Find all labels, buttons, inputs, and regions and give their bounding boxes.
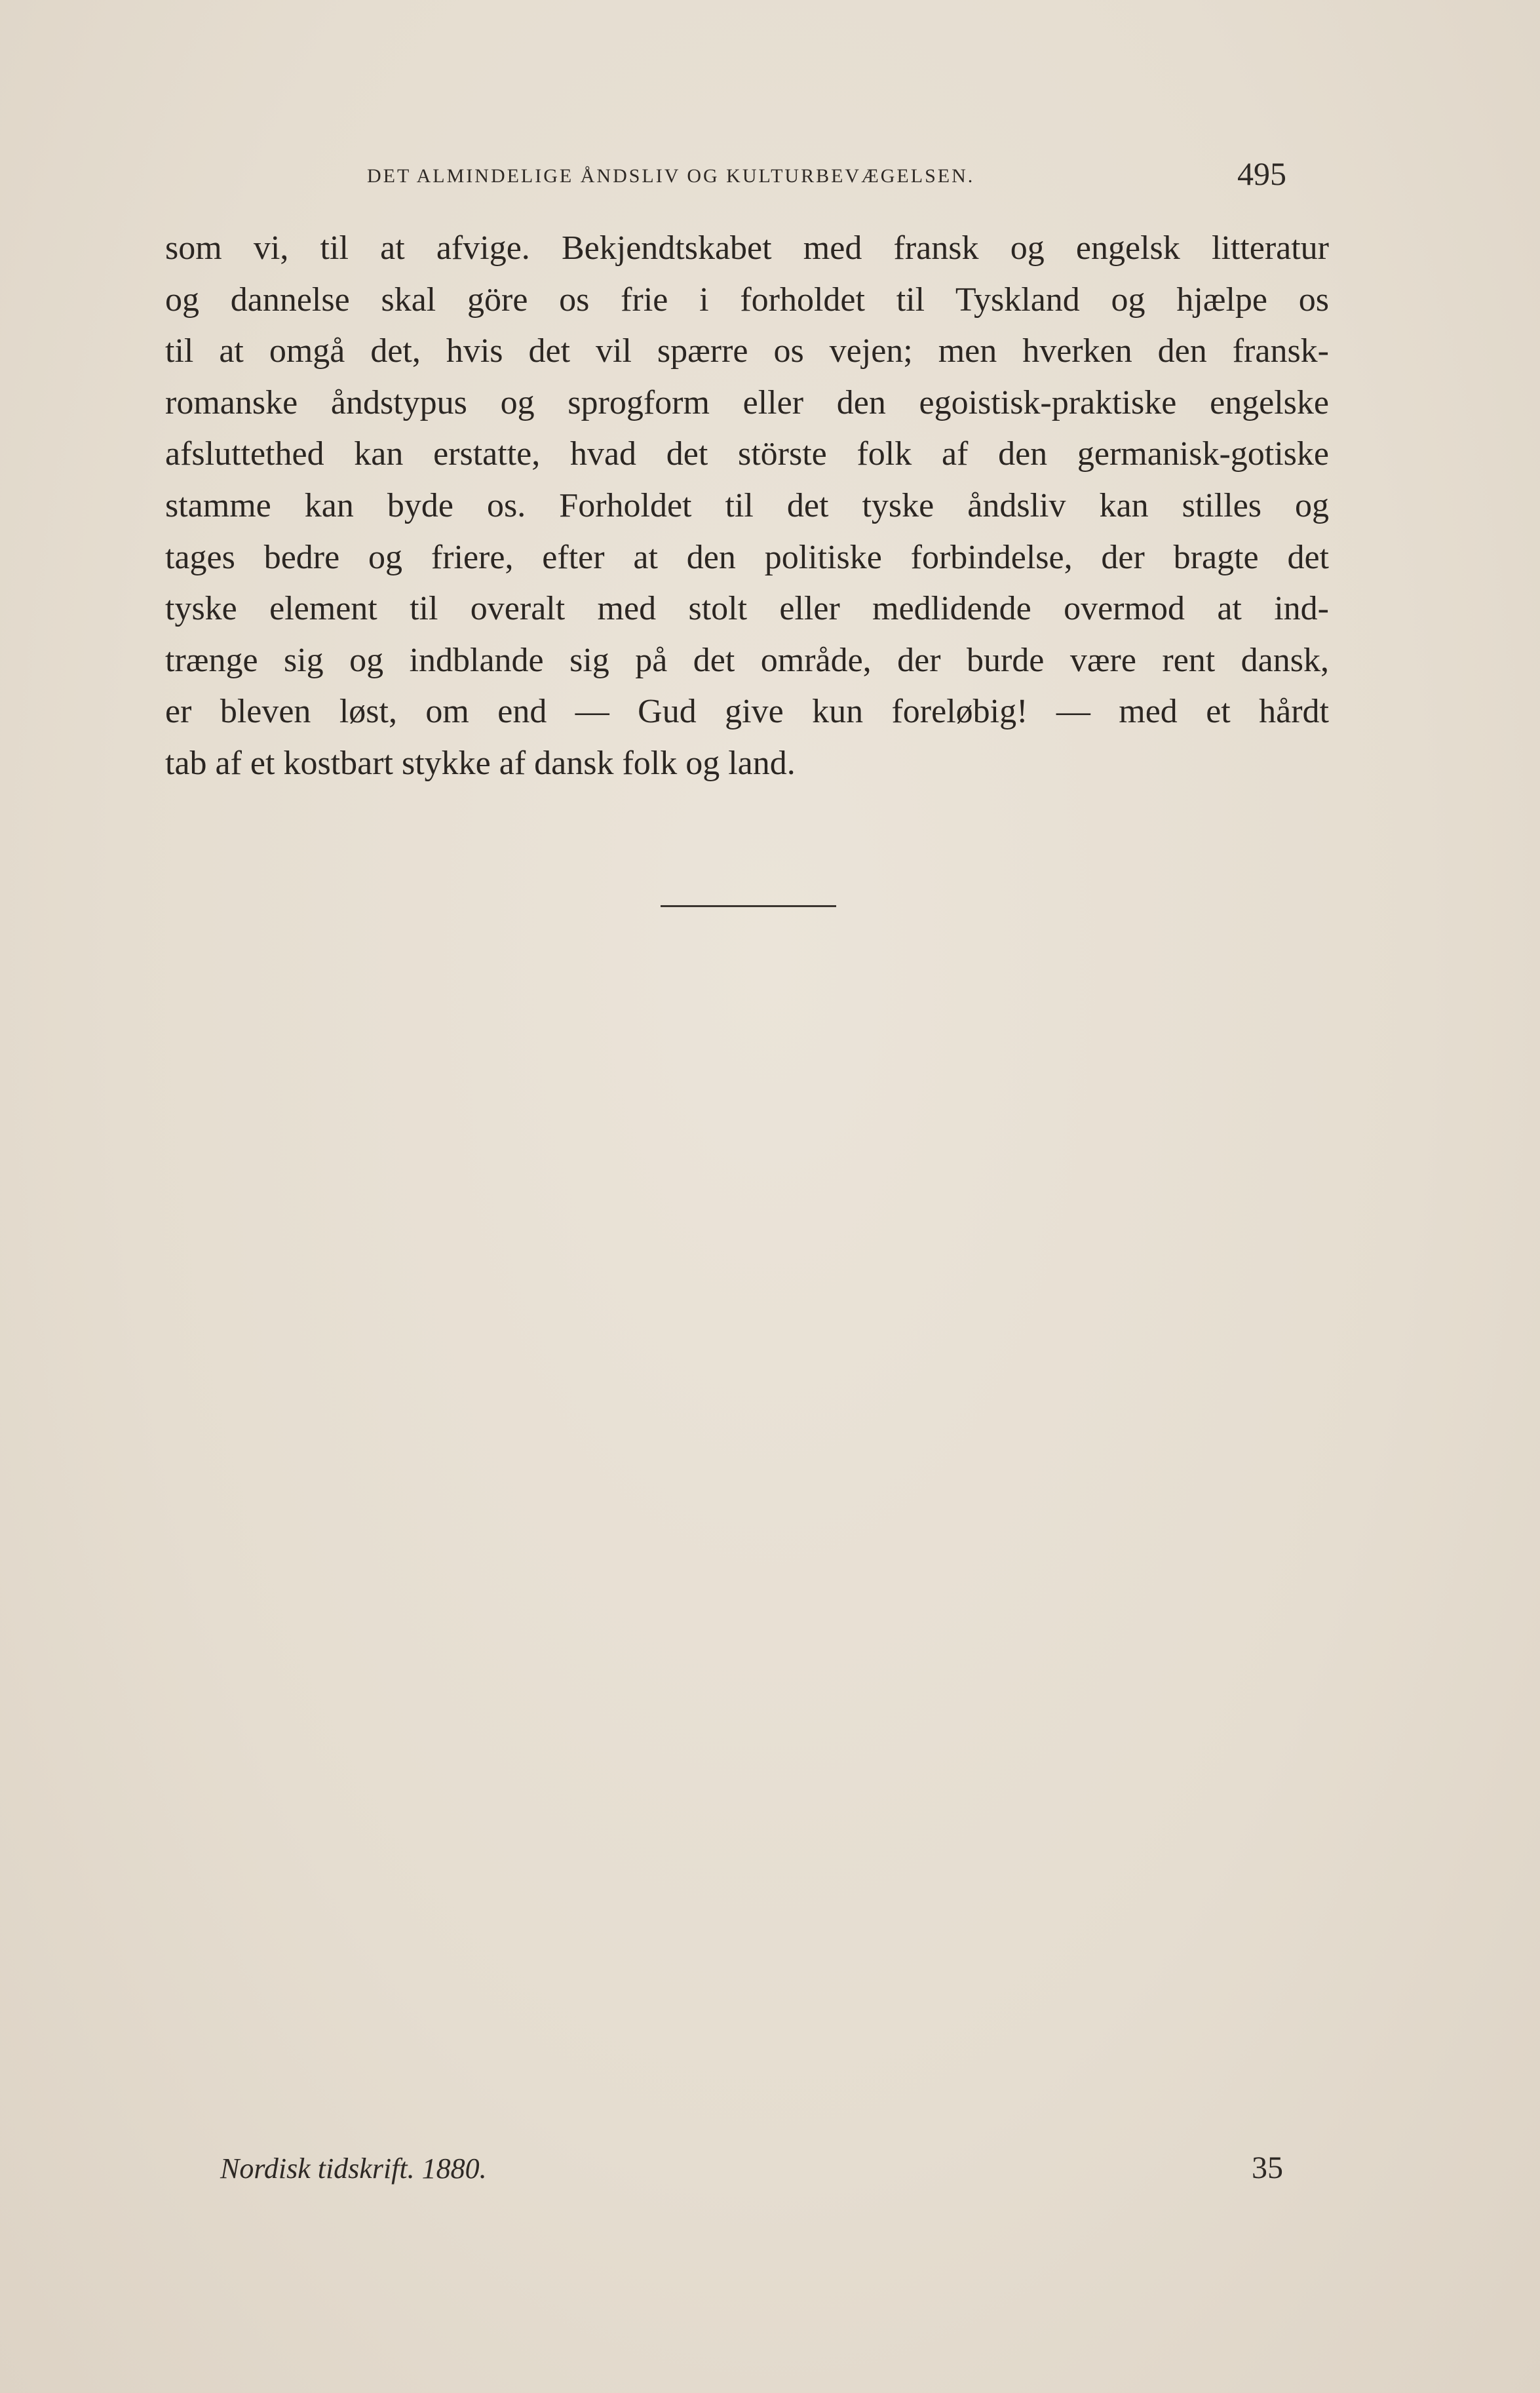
body-paragraph	[165, 223, 1329, 790]
signature-mark: 35	[1252, 2150, 1283, 2185]
text-line: afsluttethed kan erstatte, hvad det störste folk af den germanisk-gotiske	[165, 435, 1329, 473]
text-line: tages bedre og friere, efter at den politiske forbindelse, der bragte det	[165, 538, 1329, 576]
publication-title: Nordisk tidskrift. 1880.	[220, 2152, 487, 2185]
text-line: tyske element til overalt med stolt eller medlidende overmod at ind-	[165, 590, 1329, 628]
section-divider	[661, 905, 836, 907]
text-line: er bleven løst, om end — Gud give kun foreløbig! — med et hårdt	[165, 693, 1329, 731]
text-line: trænge sig og indblande sig på det område, der burde være rent dansk,	[165, 641, 1329, 679]
running-head: DET ALMINDELIGE ÅNDSLIV OG KULTURBEVÆGELSEN.	[367, 165, 975, 187]
text-line: til at omgå det, hvis det vil spærre os vejen; men hverken den fransk-	[165, 332, 1329, 370]
text-line: som vi, til at afvige. Bekjendtskabet med fransk og engelsk litteratur	[165, 229, 1329, 267]
text-line: stamme kan byde os. Forholdet til det tyske åndsliv kan stilles og	[165, 486, 1329, 524]
text-line: romanske åndstypus og sprogform eller den egoistisk-praktiske engelske	[165, 383, 1329, 421]
text-line: tab af et kostbart stykke af dansk folk og land.	[165, 744, 796, 782]
text-line: og dannelse skal göre os frie i forholdet til Tyskland og hjælpe os	[165, 281, 1329, 319]
page-number: 495	[1237, 155, 1286, 192]
